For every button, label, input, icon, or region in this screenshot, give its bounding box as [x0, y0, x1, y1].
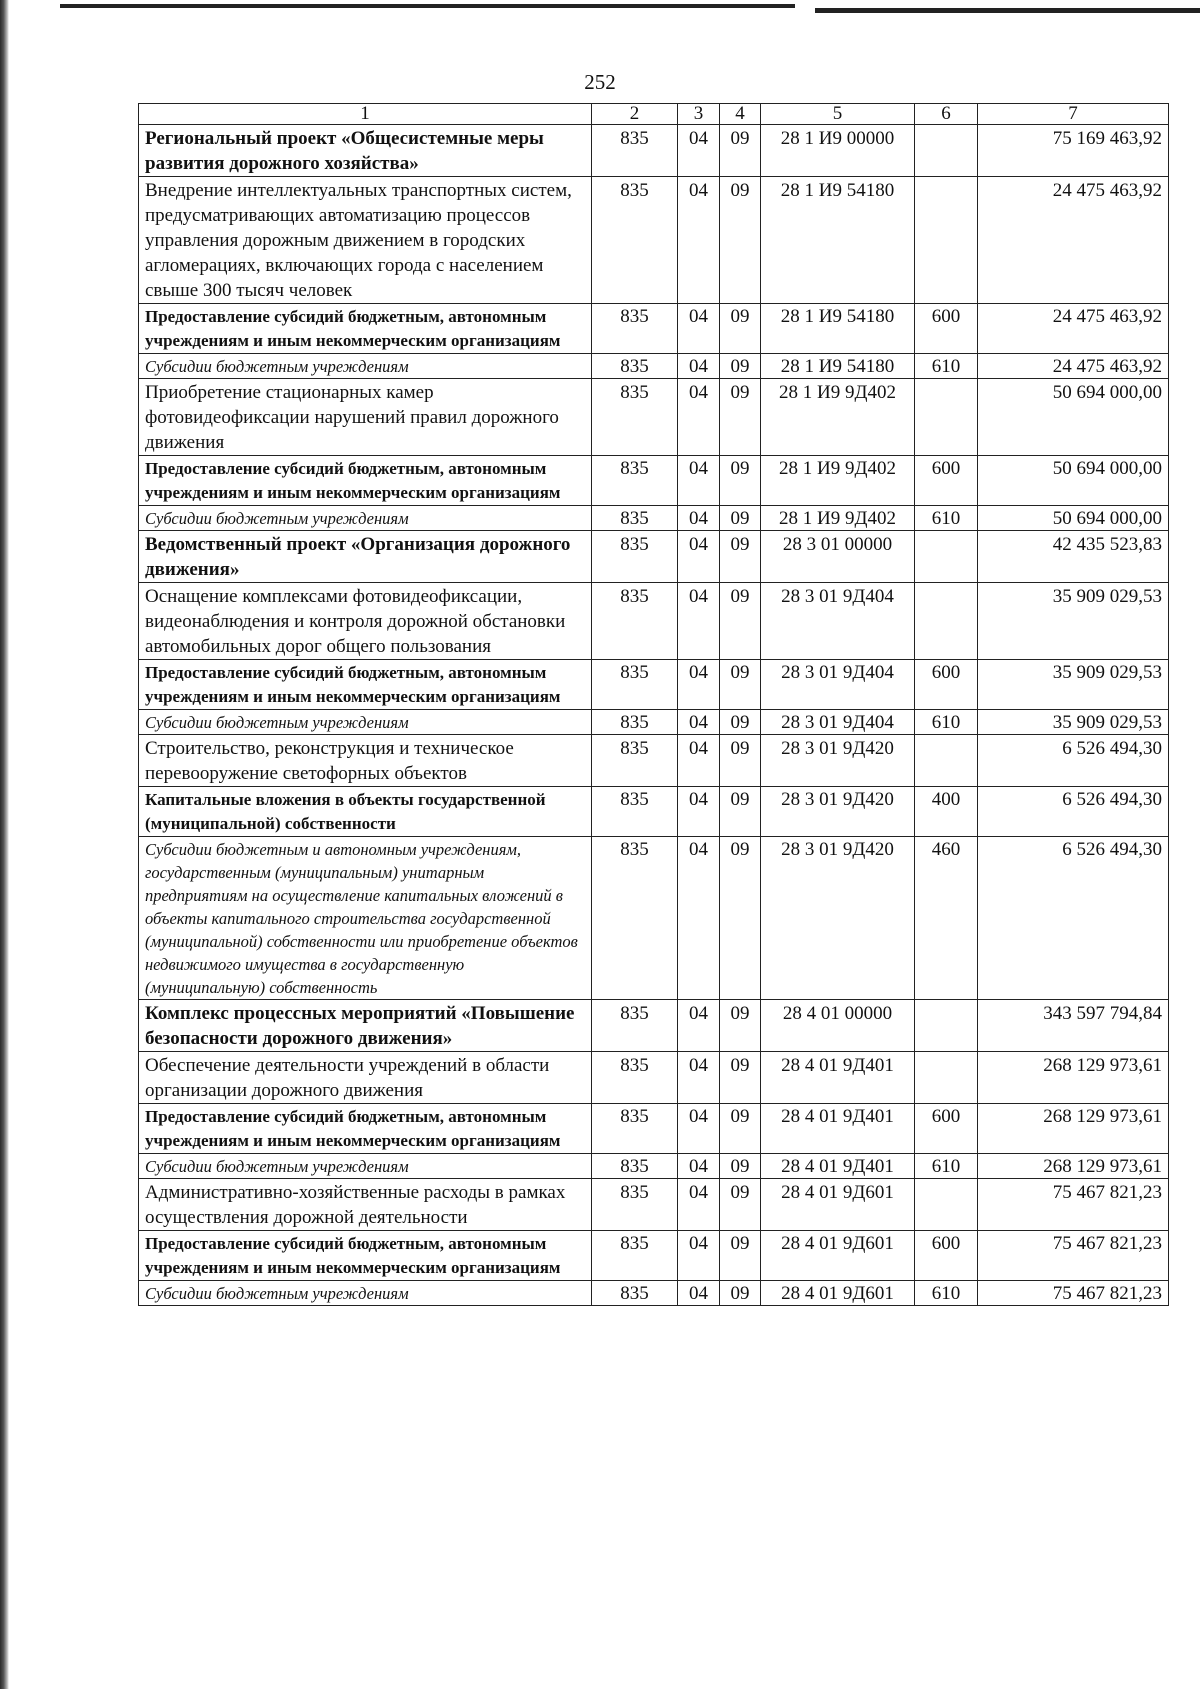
- section-code-cell: 04: [678, 1231, 720, 1281]
- section-code-cell: 04: [678, 1179, 720, 1231]
- expense-type-cell: [915, 379, 978, 456]
- subsection-code-cell: 09: [720, 304, 761, 354]
- expense-type-cell: 610: [915, 1154, 978, 1179]
- ministry-code-cell: 835: [592, 1154, 678, 1179]
- subsection-code-cell: 09: [720, 506, 761, 531]
- expense-type-cell: [915, 125, 978, 177]
- expense-type-cell: 610: [915, 1281, 978, 1306]
- table-row: [139, 1231, 1169, 1281]
- ministry-code-cell: 835: [592, 1281, 678, 1306]
- row-name-cell: Предоставление субсидий бюджетным, автономным учреждениям и иным некоммерческим организациям: [139, 660, 592, 710]
- ministry-code-cell: 835: [592, 710, 678, 735]
- expense-type-cell: 600: [915, 304, 978, 354]
- subsection-code-cell: 09: [720, 354, 761, 379]
- section-code-cell: 04: [678, 531, 720, 583]
- expense-type-cell: 600: [915, 660, 978, 710]
- amount-cell: 343 597 794,84: [978, 1000, 1169, 1052]
- table-row: [139, 531, 1169, 583]
- table-row: [139, 1104, 1169, 1154]
- row-name-cell: Предоставление субсидий бюджетным, автономным учреждениям и иным некоммерческим организациям: [139, 304, 592, 354]
- section-code-cell: 04: [678, 1154, 720, 1179]
- ministry-code-cell: 835: [592, 177, 678, 304]
- ministry-code-cell: 835: [592, 1231, 678, 1281]
- target-article-cell: 28 3 01 9Д420: [761, 787, 915, 837]
- ministry-code-cell: 835: [592, 1104, 678, 1154]
- target-article-cell: 28 1 И9 54180: [761, 354, 915, 379]
- header-col-6: 6: [915, 104, 978, 125]
- section-code-cell: 04: [678, 177, 720, 304]
- amount-cell: 50 694 000,00: [978, 379, 1169, 456]
- ministry-code-cell: 835: [592, 660, 678, 710]
- ministry-code-cell: 835: [592, 456, 678, 506]
- subsection-code-cell: 09: [720, 710, 761, 735]
- row-name-cell: Капитальные вложения в объекты государственной (муниципальной) собственности: [139, 787, 592, 837]
- expense-type-cell: [915, 1179, 978, 1231]
- row-name-cell: Оснащение комплексами фотовидеофиксации, видеонаблюдения и контроля дорожной обстановки автомобильных дорог общего пользования: [139, 583, 592, 660]
- section-code-cell: 04: [678, 837, 720, 1000]
- table-row: [139, 787, 1169, 837]
- section-code-cell: 04: [678, 304, 720, 354]
- ministry-code-cell: 835: [592, 506, 678, 531]
- section-code-cell: 04: [678, 1281, 720, 1306]
- amount-cell: 35 909 029,53: [978, 660, 1169, 710]
- ministry-code-cell: 835: [592, 787, 678, 837]
- table-row: [139, 1000, 1169, 1052]
- amount-cell: 50 694 000,00: [978, 506, 1169, 531]
- target-article-cell: 28 3 01 9Д404: [761, 660, 915, 710]
- budget-table: [138, 103, 1169, 1306]
- target-article-cell: 28 3 01 9Д404: [761, 710, 915, 735]
- section-code-cell: 04: [678, 1104, 720, 1154]
- amount-cell: 42 435 523,83: [978, 531, 1169, 583]
- ministry-code-cell: 835: [592, 379, 678, 456]
- subsection-code-cell: 09: [720, 1000, 761, 1052]
- section-code-cell: 04: [678, 583, 720, 660]
- table-body: [139, 125, 1169, 1306]
- section-code-cell: 04: [678, 1000, 720, 1052]
- table-row: [139, 304, 1169, 354]
- section-code-cell: 04: [678, 710, 720, 735]
- amount-cell: 268 129 973,61: [978, 1154, 1169, 1179]
- table-header-row: [139, 104, 1169, 125]
- section-code-cell: 04: [678, 660, 720, 710]
- amount-cell: 268 129 973,61: [978, 1052, 1169, 1104]
- section-code-cell: 04: [678, 456, 720, 506]
- ministry-code-cell: 835: [592, 1052, 678, 1104]
- row-name-cell: Субсидии бюджетным учреждениям: [139, 1281, 592, 1306]
- expense-type-cell: 610: [915, 354, 978, 379]
- row-name-cell: Внедрение интеллектуальных транспортных систем, предусматривающих автоматизацию процессов управления дорожным движением в городских агломерациях, включающих города с населением свыше 300 тысяч человек: [139, 177, 592, 304]
- target-article-cell: 28 3 01 9Д404: [761, 583, 915, 660]
- ministry-code-cell: 835: [592, 583, 678, 660]
- amount-cell: 24 475 463,92: [978, 177, 1169, 304]
- table-row: [139, 837, 1169, 1000]
- table-row: [139, 710, 1169, 735]
- target-article-cell: 28 4 01 9Д401: [761, 1104, 915, 1154]
- target-article-cell: 28 4 01 9Д601: [761, 1179, 915, 1231]
- target-article-cell: 28 4 01 9Д601: [761, 1281, 915, 1306]
- subsection-code-cell: 09: [720, 125, 761, 177]
- scan-top-rule-right: [815, 8, 1200, 13]
- row-name-cell: Обеспечение деятельности учреждений в области организации дорожного движения: [139, 1052, 592, 1104]
- header-col-7: 7: [978, 104, 1169, 125]
- subsection-code-cell: 09: [720, 787, 761, 837]
- expense-type-cell: 600: [915, 1104, 978, 1154]
- amount-cell: 35 909 029,53: [978, 583, 1169, 660]
- subsection-code-cell: 09: [720, 379, 761, 456]
- row-name-cell: Субсидии бюджетным учреждениям: [139, 506, 592, 531]
- amount-cell: 24 475 463,92: [978, 304, 1169, 354]
- section-code-cell: 04: [678, 379, 720, 456]
- subsection-code-cell: 09: [720, 583, 761, 660]
- table-row: [139, 1281, 1169, 1306]
- row-name-cell: Субсидии бюджетным учреждениям: [139, 354, 592, 379]
- target-article-cell: 28 3 01 9Д420: [761, 735, 915, 787]
- table-row: [139, 506, 1169, 531]
- subsection-code-cell: 09: [720, 456, 761, 506]
- target-article-cell: 28 4 01 9Д401: [761, 1154, 915, 1179]
- expense-type-cell: [915, 1000, 978, 1052]
- section-code-cell: 04: [678, 1052, 720, 1104]
- expense-type-cell: 400: [915, 787, 978, 837]
- amount-cell: 75 467 821,23: [978, 1231, 1169, 1281]
- target-article-cell: 28 1 И9 9Д402: [761, 456, 915, 506]
- target-article-cell: 28 1 И9 54180: [761, 177, 915, 304]
- table-row: [139, 660, 1169, 710]
- expense-type-cell: [915, 531, 978, 583]
- subsection-code-cell: 09: [720, 1179, 761, 1231]
- table-row: [139, 177, 1169, 304]
- section-code-cell: 04: [678, 354, 720, 379]
- table-row: [139, 583, 1169, 660]
- scan-top-rule-left: [60, 4, 795, 8]
- target-article-cell: 28 1 И9 00000: [761, 125, 915, 177]
- target-article-cell: 28 1 И9 54180: [761, 304, 915, 354]
- row-name-cell: Предоставление субсидий бюджетным, автономным учреждениям и иным некоммерческим организациям: [139, 1231, 592, 1281]
- target-article-cell: 28 1 И9 9Д402: [761, 506, 915, 531]
- section-code-cell: 04: [678, 787, 720, 837]
- expense-type-cell: 600: [915, 456, 978, 506]
- ministry-code-cell: 835: [592, 354, 678, 379]
- amount-cell: 6 526 494,30: [978, 735, 1169, 787]
- ministry-code-cell: 835: [592, 125, 678, 177]
- ministry-code-cell: 835: [592, 1000, 678, 1052]
- subsection-code-cell: 09: [720, 531, 761, 583]
- header-col-3: 3: [678, 104, 720, 125]
- amount-cell: 75 467 821,23: [978, 1179, 1169, 1231]
- table-row: [139, 1154, 1169, 1179]
- target-article-cell: 28 3 01 00000: [761, 531, 915, 583]
- subsection-code-cell: 09: [720, 177, 761, 304]
- amount-cell: 50 694 000,00: [978, 456, 1169, 506]
- amount-cell: 35 909 029,53: [978, 710, 1169, 735]
- row-name-cell: Предоставление субсидий бюджетным, автономным учреждениям и иным некоммерческим организациям: [139, 456, 592, 506]
- section-code-cell: 04: [678, 506, 720, 531]
- subsection-code-cell: 09: [720, 660, 761, 710]
- expense-type-cell: 610: [915, 710, 978, 735]
- table-row: [139, 735, 1169, 787]
- subsection-code-cell: 09: [720, 837, 761, 1000]
- header-col-2: 2: [592, 104, 678, 125]
- ministry-code-cell: 835: [592, 837, 678, 1000]
- expense-type-cell: 600: [915, 1231, 978, 1281]
- expense-type-cell: [915, 735, 978, 787]
- subsection-code-cell: 09: [720, 1104, 761, 1154]
- expense-type-cell: [915, 177, 978, 304]
- ministry-code-cell: 835: [592, 304, 678, 354]
- row-name-cell: Субсидии бюджетным учреждениям: [139, 710, 592, 735]
- amount-cell: 24 475 463,92: [978, 354, 1169, 379]
- section-code-cell: 04: [678, 125, 720, 177]
- row-name-cell: Приобретение стационарных камер фотовидеофиксации нарушений правил дорожного движения: [139, 379, 592, 456]
- target-article-cell: 28 4 01 9Д401: [761, 1052, 915, 1104]
- row-name-cell: Комплекс процессных мероприятий «Повышение безопасности дорожного движения»: [139, 1000, 592, 1052]
- amount-cell: 268 129 973,61: [978, 1104, 1169, 1154]
- target-article-cell: 28 4 01 9Д601: [761, 1231, 915, 1281]
- row-name-cell: Административно-хозяйственные расходы в рамках осуществления дорожной деятельности: [139, 1179, 592, 1231]
- subsection-code-cell: 09: [720, 1052, 761, 1104]
- table-row: [139, 1052, 1169, 1104]
- row-name-cell: Предоставление субсидий бюджетным, автономным учреждениям и иным некоммерческим организациям: [139, 1104, 592, 1154]
- target-article-cell: 28 1 И9 9Д402: [761, 379, 915, 456]
- header-col-5: 5: [761, 104, 915, 125]
- expense-type-cell: [915, 583, 978, 660]
- header-col-1: 1: [139, 104, 592, 125]
- subsection-code-cell: 09: [720, 1154, 761, 1179]
- row-name-cell: Региональный проект «Общесистемные меры развития дорожного хозяйства»: [139, 125, 592, 177]
- row-name-cell: Строительство, реконструкция и техническое перевооружение светофорных объектов: [139, 735, 592, 787]
- scan-edge-shadow: [0, 0, 9, 1689]
- subsection-code-cell: 09: [720, 735, 761, 787]
- amount-cell: 6 526 494,30: [978, 787, 1169, 837]
- table-row: [139, 456, 1169, 506]
- table-row: [139, 354, 1169, 379]
- row-name-cell: Субсидии бюджетным учреждениям: [139, 1154, 592, 1179]
- expense-type-cell: 460: [915, 837, 978, 1000]
- subsection-code-cell: 09: [720, 1231, 761, 1281]
- subsection-code-cell: 09: [720, 1281, 761, 1306]
- table-row: [139, 379, 1169, 456]
- expense-type-cell: 610: [915, 506, 978, 531]
- expense-type-cell: [915, 1052, 978, 1104]
- ministry-code-cell: 835: [592, 735, 678, 787]
- page-number: 252: [584, 70, 616, 94]
- row-name-cell: Субсидии бюджетным и автономным учреждениям, государственным (муниципальным) унитарным предприятиям на осуществление капитальных вложений в объекты капитального строительства государственной (муниципальной) собственности или приобретение объектов недвижимого имущества в государственную (муниципальную) собственность: [139, 837, 592, 1000]
- ministry-code-cell: 835: [592, 531, 678, 583]
- section-code-cell: 04: [678, 735, 720, 787]
- table-row: [139, 1179, 1169, 1231]
- amount-cell: 75 467 821,23: [978, 1281, 1169, 1306]
- header-col-4: 4: [720, 104, 761, 125]
- table-row: [139, 125, 1169, 177]
- row-name-cell: Ведомственный проект «Организация дорожного движения»: [139, 531, 592, 583]
- ministry-code-cell: 835: [592, 1179, 678, 1231]
- amount-cell: 75 169 463,92: [978, 125, 1169, 177]
- amount-cell: 6 526 494,30: [978, 837, 1169, 1000]
- target-article-cell: 28 4 01 00000: [761, 1000, 915, 1052]
- target-article-cell: 28 3 01 9Д420: [761, 837, 915, 1000]
